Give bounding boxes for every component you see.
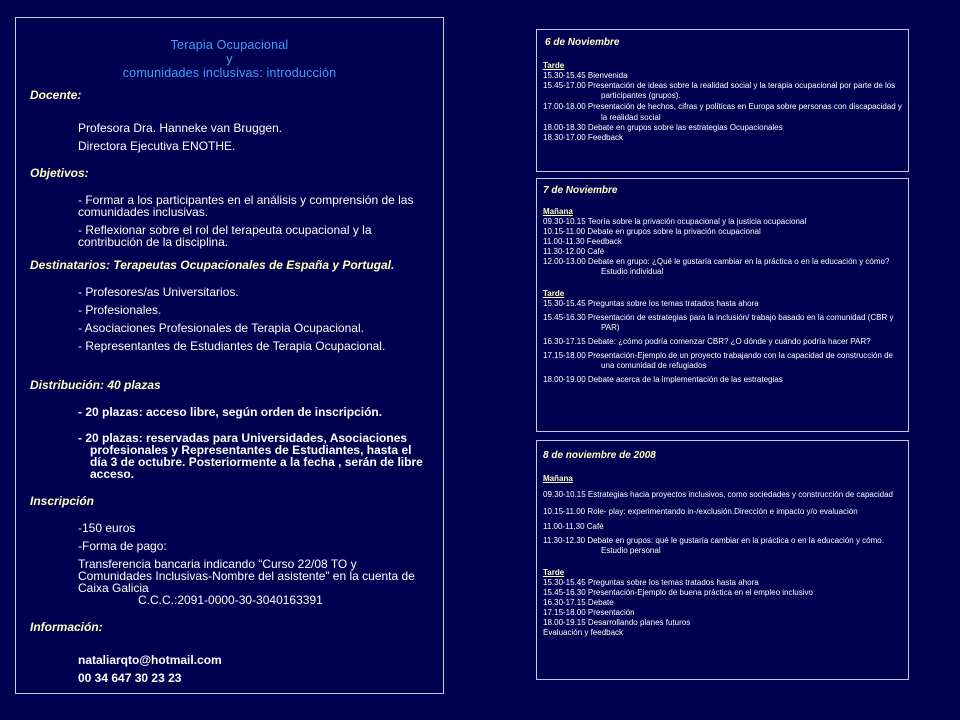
- session-label: Tarde: [543, 289, 565, 298]
- informacion-heading: Información:: [30, 620, 103, 634]
- inscripcion-line: -Forma de pago:: [78, 539, 167, 553]
- schedule-item: 11.00-11.30 Feedback: [543, 237, 622, 246]
- schedule-item: 18.00-18.30 Debate en grupos sobre las estrategias Ocupacionales: [543, 123, 783, 132]
- objetivo-item: - Reflexionar sobre el rol del terapeuta ocupacional y la contribución de la disciplina.: [78, 223, 372, 249]
- schedule-item: 17.00-18.00 Presentación de hechos, cifras y políticas en Europa sobre personas con discapacidad y la realidad social: [543, 102, 902, 122]
- destinatario-item: - Representantes de Estudiantes de Terapia Ocupacional.: [78, 339, 386, 353]
- day-title: 8 de noviembre de 2008: [543, 450, 656, 461]
- session-label: Tarde: [543, 568, 565, 577]
- schedule-item: Evaluación y feedback: [543, 628, 624, 637]
- destinatario-item: - Asociaciones Profesionales de Terapia Ocupacional.: [78, 321, 364, 335]
- title-line: y: [226, 52, 233, 66]
- destinatario-item: - Profesores/as Universitarios.: [78, 285, 239, 299]
- schedule-item: 17.15-18.00 Presentación: [543, 608, 635, 617]
- destinatarios-heading: Destinatarios: Terapeutas Ocupacionales de España y Portugal.: [30, 258, 395, 272]
- objetivos-heading: Objetivos:: [30, 166, 89, 180]
- inscripcion-line: -150 euros: [78, 521, 136, 535]
- day-title: 6 de Noviembre: [545, 37, 620, 48]
- schedule-item: 18.00-19.15 Desarrollando planes futuros: [543, 618, 691, 627]
- contact-email[interactable]: nataliarqto@hotmail.com: [78, 653, 222, 667]
- schedule-item: 15.30-15.45 Bienvenida: [543, 71, 628, 80]
- docente-line: Directora Ejecutiva ENOTHE.: [78, 139, 236, 153]
- schedule-item: 15.45-17.00 Presentación de ideas sobre la realidad social y la terapia ocupacional por parte de los participantes (grupos).: [543, 81, 896, 100]
- session-label: Tarde: [543, 61, 565, 70]
- schedule-item: 16.30-17.15 Debate: [543, 598, 614, 607]
- inscripcion-heading: Inscripción: [30, 494, 95, 508]
- docente-line: Profesora Dra. Hanneke van Bruggen.: [78, 121, 283, 135]
- schedule-item: 10.15-11.00 Debate en grupos sobre la privación ocupacional: [543, 227, 761, 236]
- docente-heading: Docente:: [30, 88, 82, 102]
- contact-phone: 00 34 647 30 23 23: [78, 671, 182, 685]
- schedule-item: 16.30-17.15 Debate: ¿cómo podría comenzar CBR? ¿O dónde y cuándo podría hacer PAR?: [543, 337, 871, 346]
- schedule-item: 15.45-16.30 Presentación de estrategias para la inclusión/ trabajo basado en la comunidad (CBR y PAR): [543, 313, 894, 332]
- destinatario-item: - Profesionales.: [78, 303, 162, 317]
- schedule-item: 12.00-13.00 Debate en grupo: ¿Qué le gustaría cambiar en la práctica o en la educación y cómo? Estudio individual: [543, 257, 890, 276]
- session-label: Mañana: [543, 474, 573, 483]
- title-line: comunidades inclusivas: introducción: [122, 66, 337, 80]
- schedule-item: 18.30-17.00 Feedback: [543, 133, 624, 142]
- schedule-item: 09.30-10.15 Teoría sobre la privación ocupacional y la justicia ocupacional: [543, 217, 807, 226]
- schedule-item: 18.00-19.00 Debate acerca de la implementación de las estrategias: [543, 375, 783, 384]
- distribucion-heading: Distribución: 40 plazas: [30, 378, 161, 392]
- schedule-item: 17.15-18.00 Presentación-Ejemplo de un proyecto trabajando con la capacidad de construcción de una comunidad de refugiados: [543, 351, 894, 370]
- day-panel-8-noviembre-2008: [536, 440, 909, 680]
- course-info-panel: [15, 17, 444, 694]
- transfer-text: Transferencia bancaria indicando “Curso 22/08 TO y Comunidades Inclusivas-Nombre del asistente” en la cuenta de Caixa Galicia: [78, 557, 415, 595]
- schedule-item: 11.30-12.30 Debate en grupos: qué le gustaría cambiar en la práctica o en la educación y cómo. Estudio personal: [543, 536, 884, 555]
- schedule-item: 15.45-16.30 Presentación-Ejemplo de buena práctica en el empleo inclusivo: [543, 588, 813, 597]
- schedule-item: 09.30-10.15 Estrategias hacia proyectos inclusivos, como sociedades y construcción de capacidad: [543, 490, 893, 499]
- objetivo-item: - Formar a los participantes en el análisis y comprensión de las comunidades inclusivas.: [78, 193, 414, 219]
- day-title: 7 de Noviembre: [543, 185, 618, 196]
- schedule-item: 11.30-12.00 Café: [543, 247, 605, 256]
- schedule-item: 10.15-11.00 Role- play: experimentando in-/exclusión.Dirección e impacto y/o evaluación: [543, 507, 858, 516]
- course-title: [30, 38, 429, 80]
- schedule-item: 11.00-11.30 Café: [543, 522, 604, 531]
- day-panel-6-noviembre: [536, 29, 909, 172]
- schedule-item: 15.30-15.45 Preguntas sobre los temas tratados hasta ahora: [543, 578, 759, 587]
- schedule-item: 15.30-15.45 Preguntas sobre los temas tratados hasta ahora: [543, 299, 759, 308]
- ccc-text: C.C.C.:2091-0000-30-3040163391: [138, 593, 323, 607]
- title-line: Terapia Ocupacional: [170, 38, 289, 52]
- distribucion-item: - 20 plazas: acceso libre, según orden de inscripción.: [78, 405, 383, 419]
- day-panel-7-noviembre: [536, 178, 909, 432]
- distribucion-item: - 20 plazas: reservadas para Universidades, Asociaciones profesionales y Representantes de Estudiantes, hasta el día 3 de octubre. Posteriormente a la fecha , serán de libre acceso.: [78, 431, 423, 481]
- session-label: Mañana: [543, 207, 573, 216]
